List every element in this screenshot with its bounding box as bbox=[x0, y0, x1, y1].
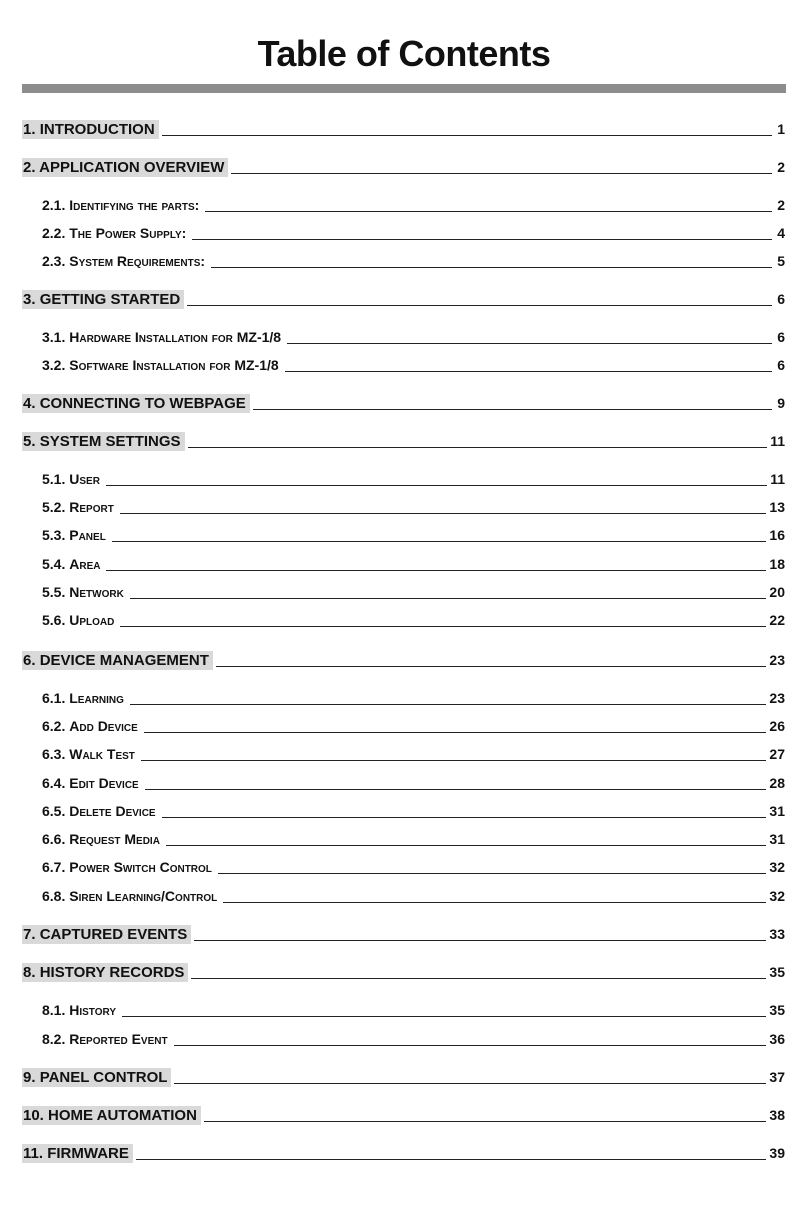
toc-leader-line bbox=[187, 304, 772, 306]
toc-page-number: 11 bbox=[770, 433, 785, 449]
toc-entry-number: 8. bbox=[23, 964, 36, 981]
toc-entry-label bbox=[22, 1068, 171, 1087]
toc-entry-number: 11. bbox=[23, 1145, 44, 1162]
toc-page-number: 6 bbox=[777, 329, 785, 345]
toc-entry-number: 5.5. bbox=[42, 584, 66, 600]
toc-entry[interactable] bbox=[41, 495, 785, 517]
toc-entry-number: 6.8. bbox=[42, 888, 66, 904]
toc-entry-label bbox=[22, 963, 188, 982]
toc-entry[interactable] bbox=[41, 467, 785, 489]
toc-entry-text: Delete Device bbox=[69, 803, 156, 819]
toc-entry[interactable] bbox=[22, 960, 785, 982]
toc-leader-line bbox=[211, 266, 772, 268]
toc-leader-line bbox=[120, 512, 767, 514]
toc-leader-line bbox=[144, 731, 767, 733]
toc-page-number: 35 bbox=[769, 1002, 785, 1018]
toc-page-number: 27 bbox=[769, 746, 785, 762]
toc-entry[interactable] bbox=[41, 771, 785, 793]
toc-entry-label bbox=[22, 1144, 133, 1163]
toc-leader-line bbox=[106, 484, 767, 486]
toc-page-number: 5 bbox=[777, 253, 785, 269]
toc-entry-number: 6.2. bbox=[42, 718, 66, 734]
toc-entry-text: Reported Event bbox=[69, 1031, 168, 1047]
toc-entry-text: HOME AUTOMATION bbox=[48, 1107, 197, 1124]
toc-page-number: 37 bbox=[769, 1069, 785, 1085]
toc-leader-line bbox=[122, 1015, 766, 1017]
toc-entry-text: HISTORY RECORDS bbox=[39, 964, 185, 981]
toc-entry-text: Add Device bbox=[69, 718, 138, 734]
toc-leader-line bbox=[162, 134, 772, 136]
toc-leader-line bbox=[188, 446, 768, 448]
toc-entry[interactable] bbox=[41, 827, 785, 849]
toc-entry-text: The Power Supply: bbox=[69, 225, 187, 241]
toc-entry[interactable] bbox=[41, 998, 785, 1020]
toc-leader-line bbox=[218, 872, 767, 874]
toc-leader-line bbox=[174, 1044, 767, 1046]
toc-entry-label bbox=[41, 717, 141, 736]
toc-entry[interactable] bbox=[22, 1141, 785, 1163]
toc-entry-number: 5.6. bbox=[42, 612, 66, 628]
toc-entry[interactable] bbox=[41, 855, 785, 877]
toc-entry-label bbox=[41, 328, 284, 347]
toc-entry-label bbox=[41, 196, 202, 215]
toc-entry[interactable] bbox=[22, 391, 785, 413]
toc-entry-text: FIRMWARE bbox=[47, 1145, 129, 1162]
toc-entry-label bbox=[41, 611, 117, 630]
toc-page-number: 32 bbox=[769, 859, 785, 875]
toc-entry[interactable] bbox=[41, 742, 785, 764]
toc-entry-number: 2.2. bbox=[42, 225, 66, 241]
toc-page-number: 4 bbox=[777, 225, 785, 241]
toc-entry-label bbox=[41, 887, 220, 906]
toc-entry-label bbox=[41, 1001, 119, 1020]
toc-leader-line bbox=[231, 172, 772, 174]
toc-page-number: 32 bbox=[769, 888, 785, 904]
toc-page-number: 31 bbox=[769, 831, 785, 847]
toc-entry-number: 1. bbox=[23, 121, 36, 138]
toc-entry-text: System Requirements: bbox=[69, 253, 206, 269]
toc-entry[interactable] bbox=[22, 287, 785, 309]
toc-entry-label bbox=[41, 802, 159, 821]
toc-entry-text: Hardware Installation for MZ-1/8 bbox=[69, 329, 282, 345]
toc-entry-text: Software Installation for MZ-1/8 bbox=[69, 357, 279, 373]
toc-entry-number: 6.7. bbox=[42, 859, 66, 875]
toc-page-number: 36 bbox=[769, 1031, 785, 1047]
toc-entry[interactable] bbox=[41, 552, 785, 574]
toc-entry-label bbox=[22, 394, 250, 413]
toc-entry-text: Siren Learning/Control bbox=[69, 888, 218, 904]
toc-entry-label bbox=[22, 651, 213, 670]
toc-entry-label bbox=[41, 745, 138, 764]
toc-page-number: 31 bbox=[769, 803, 785, 819]
toc-page-number: 6 bbox=[777, 291, 785, 307]
toc-entry[interactable] bbox=[22, 429, 785, 451]
toc-entry-label bbox=[41, 774, 142, 793]
toc-entry[interactable] bbox=[41, 799, 785, 821]
toc-entry-label bbox=[41, 1030, 171, 1049]
toc-entry-number: 5. bbox=[23, 433, 36, 450]
toc-entry-label bbox=[22, 290, 184, 309]
toc-entry[interactable] bbox=[22, 1103, 785, 1125]
toc-leader-line bbox=[112, 540, 767, 542]
toc-leader-line bbox=[216, 665, 767, 667]
toc-leader-line bbox=[287, 342, 772, 344]
toc-page-number: 33 bbox=[769, 926, 785, 942]
toc-entry-text: Report bbox=[69, 499, 114, 515]
toc-entry-label bbox=[41, 583, 127, 602]
toc-entry-text: INTRODUCTION bbox=[39, 121, 155, 138]
toc-entry-text: Network bbox=[69, 584, 124, 600]
toc-leader-line bbox=[130, 703, 767, 705]
toc-leader-line bbox=[204, 1120, 767, 1122]
toc-entry-text: Learning bbox=[69, 690, 124, 706]
toc-entry[interactable] bbox=[41, 686, 785, 708]
toc-entry[interactable] bbox=[41, 221, 785, 243]
toc-entry-number: 3.1. bbox=[42, 329, 66, 345]
toc-entry[interactable] bbox=[22, 648, 785, 670]
toc-entry-text: Panel bbox=[69, 527, 106, 543]
toc-entry-text: Power Switch Control bbox=[69, 859, 212, 875]
toc-entry-number: 5.2. bbox=[42, 499, 66, 515]
toc-entry-number: 6.3. bbox=[42, 746, 66, 762]
toc-page-number: 23 bbox=[769, 652, 785, 668]
toc-entry[interactable] bbox=[41, 325, 785, 347]
toc-entry[interactable] bbox=[41, 580, 785, 602]
toc-leader-line bbox=[120, 625, 766, 627]
toc-entry[interactable] bbox=[41, 884, 785, 906]
toc-entry-text: Area bbox=[69, 556, 101, 572]
toc-entry-text: Edit Device bbox=[69, 775, 139, 791]
toc-entry[interactable] bbox=[22, 922, 785, 944]
toc-entry[interactable] bbox=[41, 193, 785, 215]
toc-entry-label bbox=[41, 356, 282, 375]
toc-entry-number: 9. bbox=[23, 1069, 36, 1086]
toc-page-number: 2 bbox=[777, 159, 785, 175]
toc-entry[interactable] bbox=[41, 608, 785, 630]
toc-entry-number: 2.1. bbox=[42, 197, 66, 213]
toc-entry-text: Walk Test bbox=[69, 746, 135, 762]
toc-leader-line bbox=[194, 939, 766, 941]
toc-page-number: 39 bbox=[769, 1145, 785, 1161]
toc-entry[interactable] bbox=[22, 117, 785, 139]
toc-entry-label bbox=[41, 689, 127, 708]
toc-entry-label bbox=[41, 470, 103, 489]
toc-entry-text: DEVICE MANAGEMENT bbox=[39, 652, 209, 669]
toc-entry-text: Upload bbox=[69, 612, 115, 628]
toc-leader-line bbox=[191, 977, 766, 979]
toc-entry-text: SYSTEM SETTINGS bbox=[39, 433, 181, 450]
toc-leader-line bbox=[166, 844, 767, 846]
toc-entry-number: 3. bbox=[23, 291, 36, 308]
toc-entry-text: Request Media bbox=[69, 831, 160, 847]
toc-page-number: 20 bbox=[769, 584, 785, 600]
toc-entry[interactable] bbox=[41, 249, 785, 271]
toc-page-number: 18 bbox=[769, 556, 785, 572]
toc-entry[interactable] bbox=[41, 1027, 785, 1049]
toc-leader-line bbox=[106, 569, 766, 571]
toc-leader-line bbox=[145, 788, 767, 790]
toc-entry[interactable] bbox=[41, 523, 785, 545]
toc-leader-line bbox=[141, 759, 767, 761]
toc-entry-text: CAPTURED EVENTS bbox=[39, 926, 188, 943]
toc-entry-label bbox=[41, 830, 163, 849]
toc-entry-text: APPLICATION OVERVIEW bbox=[39, 159, 225, 176]
toc-entry[interactable] bbox=[22, 1065, 785, 1087]
toc-entry-text: History bbox=[69, 1002, 117, 1018]
toc-entry-number: 6. bbox=[23, 652, 36, 669]
toc-entry[interactable] bbox=[41, 353, 785, 375]
toc-entry-number: 2.3. bbox=[42, 253, 66, 269]
toc-entry-number: 5.4. bbox=[42, 556, 66, 572]
toc-entry-number: 3.2. bbox=[42, 357, 66, 373]
toc-page-number: 26 bbox=[769, 718, 785, 734]
toc-page-number: 23 bbox=[769, 690, 785, 706]
toc-page-number: 9 bbox=[777, 395, 785, 411]
toc-entry-number: 4. bbox=[23, 395, 36, 412]
toc-page-number: 16 bbox=[769, 527, 785, 543]
toc-entry-number: 8.2. bbox=[42, 1031, 66, 1047]
toc-entry-number: 2. bbox=[23, 159, 36, 176]
toc-entry-text: CONNECTING TO WEBPAGE bbox=[39, 395, 246, 412]
toc-page-number: 38 bbox=[769, 1107, 785, 1123]
toc-leader-line bbox=[162, 816, 767, 818]
toc-entry-text: GETTING STARTED bbox=[39, 291, 181, 308]
toc-entry-label bbox=[22, 158, 228, 177]
toc-entry-number: 5.3. bbox=[42, 527, 66, 543]
toc-entry-text: PANEL CONTROL bbox=[39, 1069, 168, 1086]
toc-entry-label bbox=[41, 526, 109, 545]
toc-page-number: 11 bbox=[770, 471, 785, 487]
toc-entry-number: 8.1. bbox=[42, 1002, 66, 1018]
title-divider bbox=[22, 84, 786, 93]
toc-entry[interactable] bbox=[22, 155, 785, 177]
toc-leader-line bbox=[253, 408, 772, 410]
toc-entry-label bbox=[41, 252, 208, 271]
toc-page-number: 13 bbox=[769, 499, 785, 515]
toc-page-number: 1 bbox=[777, 121, 785, 137]
toc-entry-label bbox=[22, 925, 191, 944]
toc-entry-number: 5.1. bbox=[42, 471, 66, 487]
toc-leader-line bbox=[285, 370, 772, 372]
toc-entry-label bbox=[22, 1106, 201, 1125]
toc-entry-label bbox=[22, 120, 159, 139]
toc-page-number: 28 bbox=[769, 775, 785, 791]
toc-entry-label bbox=[22, 432, 185, 451]
toc-entry-text: Identifying the parts: bbox=[69, 197, 200, 213]
toc-entry-number: 10. bbox=[23, 1107, 44, 1124]
toc-entry[interactable] bbox=[41, 714, 785, 736]
toc-page-number: 35 bbox=[769, 964, 785, 980]
toc-entry-label bbox=[41, 555, 103, 574]
toc-entry-number: 6.5. bbox=[42, 803, 66, 819]
toc-leader-line bbox=[130, 597, 767, 599]
toc-page-number: 6 bbox=[777, 357, 785, 373]
toc-leader-line bbox=[192, 238, 772, 240]
toc-entry-number: 6.4. bbox=[42, 775, 66, 791]
toc-entry-number: 6.6. bbox=[42, 831, 66, 847]
toc-entry-label bbox=[41, 224, 189, 243]
toc-page-number: 22 bbox=[769, 612, 785, 628]
toc-entry-number: 7. bbox=[23, 926, 36, 943]
toc-leader-line bbox=[223, 901, 766, 903]
toc-leader-line bbox=[136, 1158, 767, 1160]
toc-page-number: 2 bbox=[777, 197, 785, 213]
toc-entry-label bbox=[41, 858, 215, 877]
toc-entry-text: User bbox=[69, 471, 100, 487]
toc-entry-number: 6.1. bbox=[42, 690, 66, 706]
toc-entry-label bbox=[41, 498, 117, 517]
page-title: Table of Contents bbox=[257, 33, 551, 74]
toc-leader-line bbox=[205, 210, 772, 212]
toc-leader-line bbox=[174, 1082, 766, 1084]
